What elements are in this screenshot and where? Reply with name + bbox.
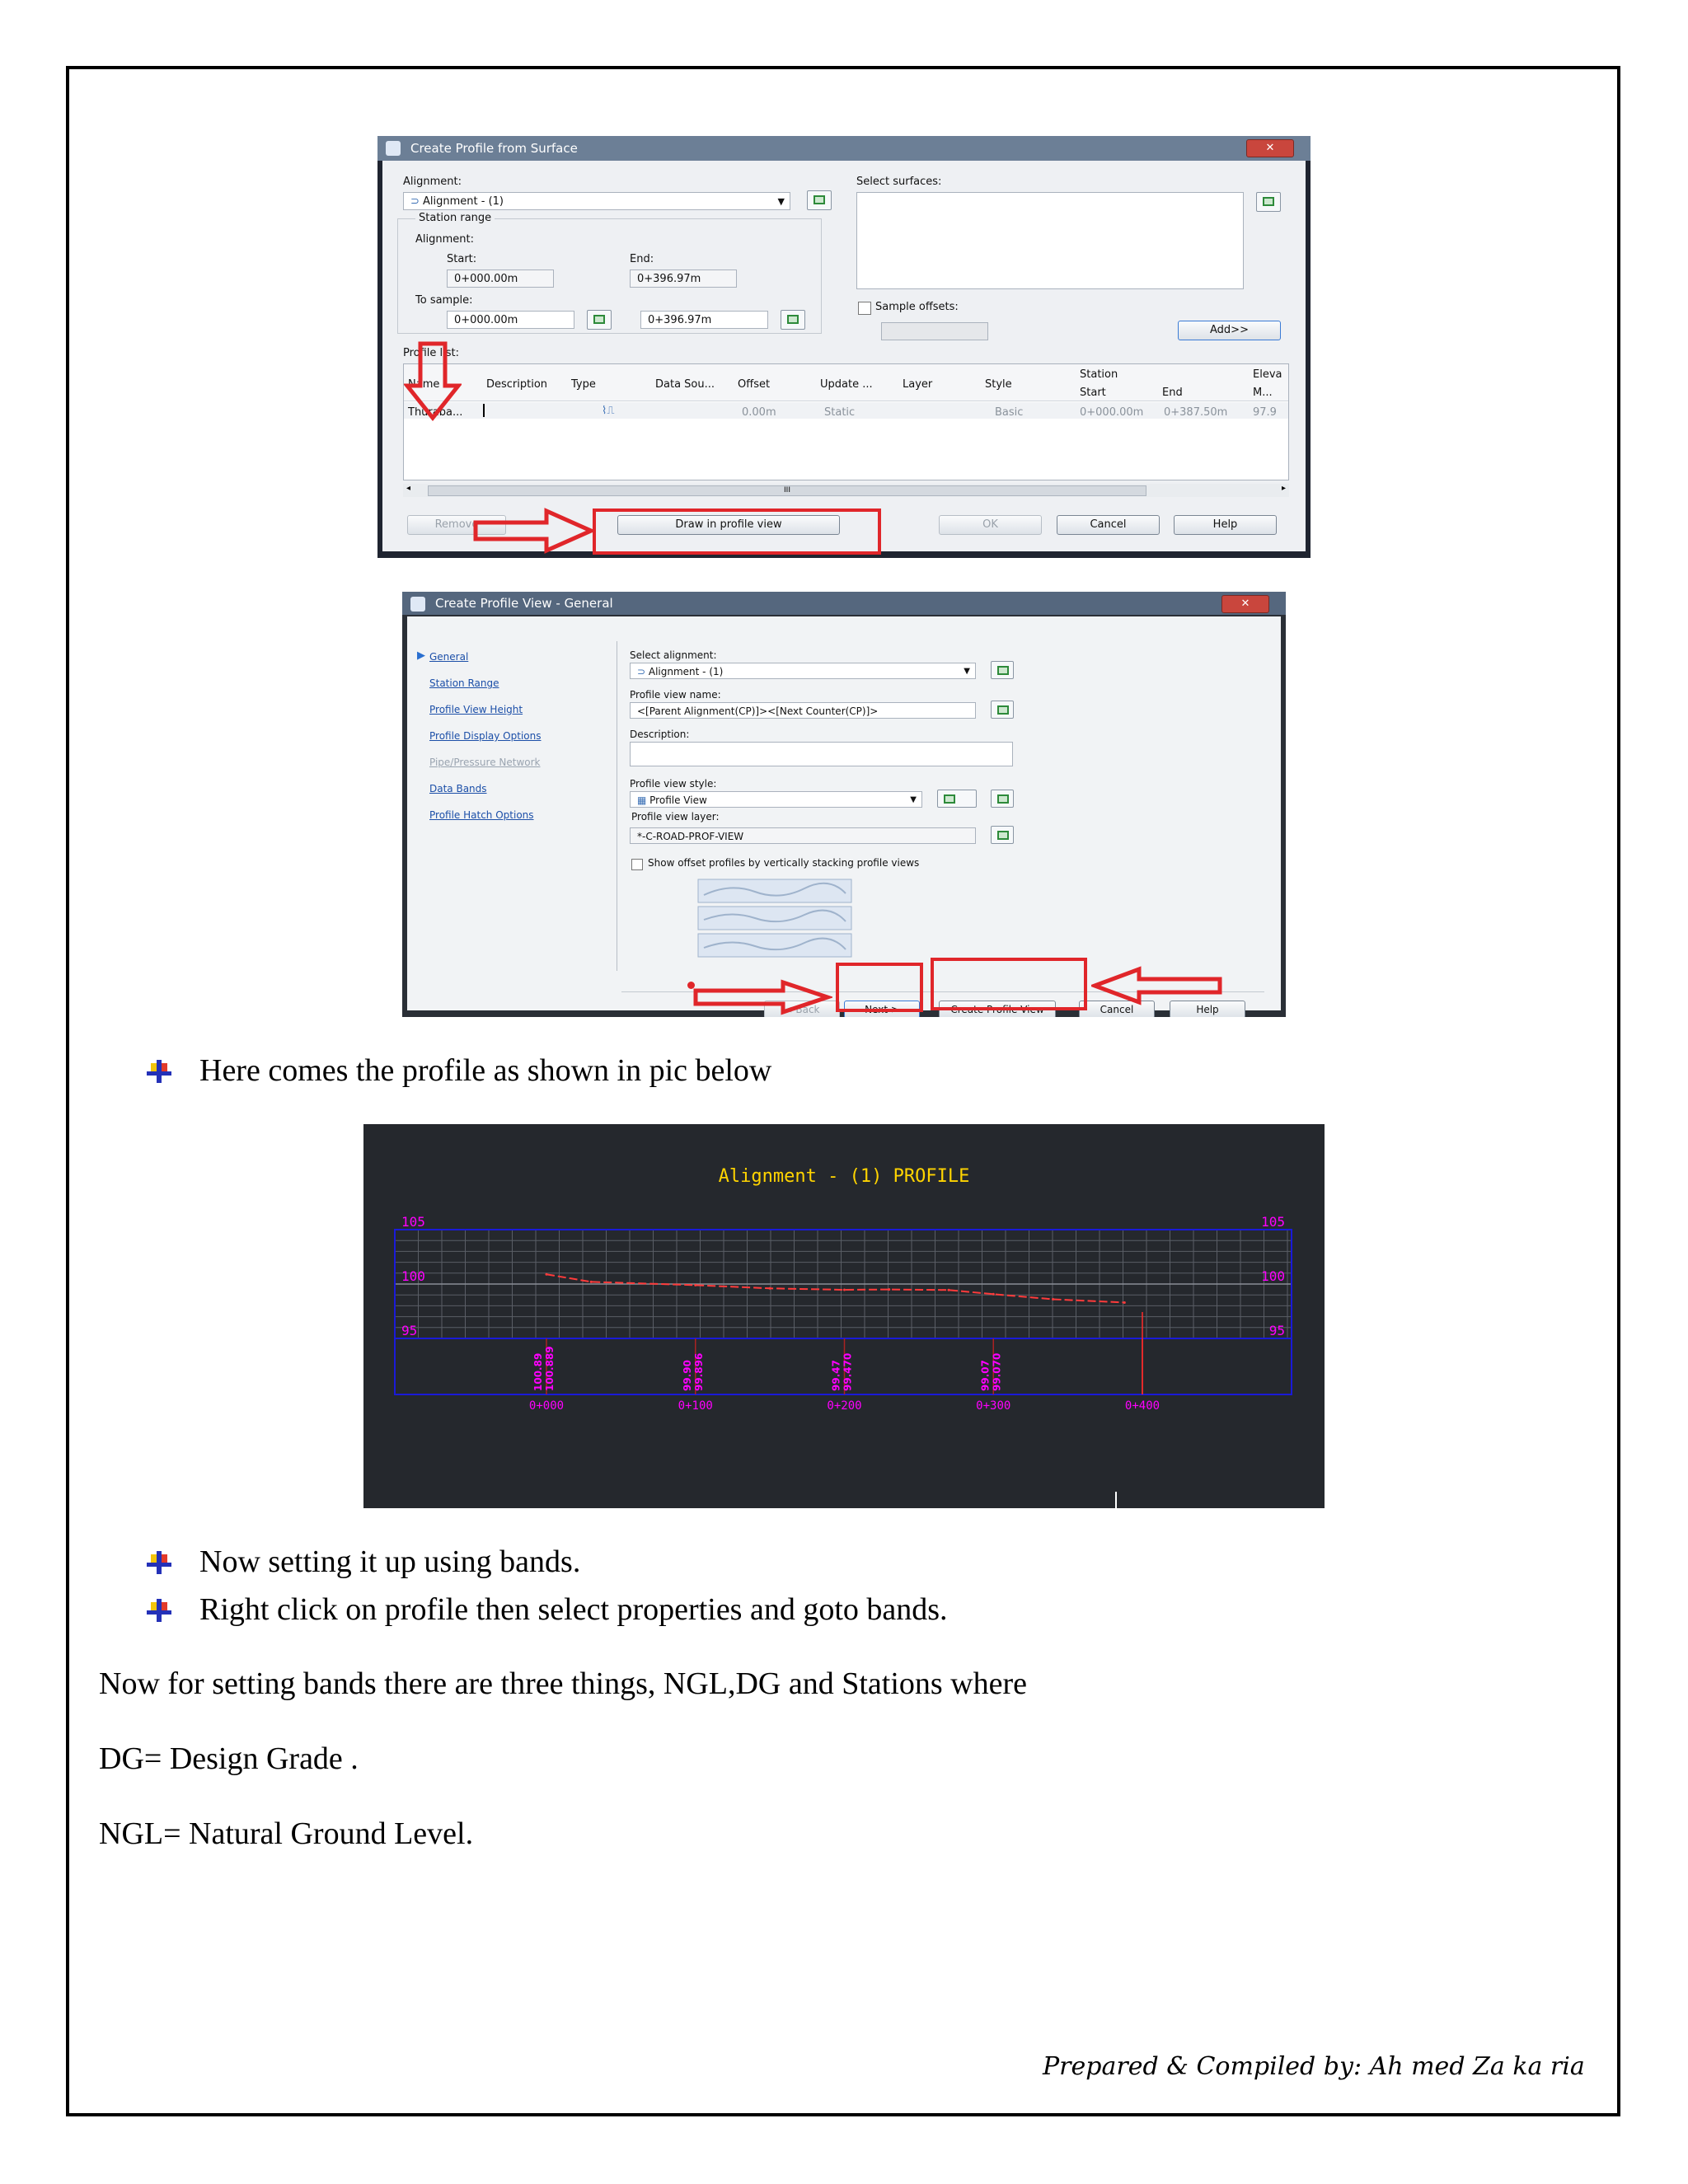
nav-station-range[interactable]: Station Range — [429, 677, 499, 689]
profile-list-table — [403, 363, 1289, 480]
x-tick-label: 0+300 — [976, 1399, 1011, 1413]
table-row[interactable] — [404, 402, 1288, 419]
bullet-plus-icon — [147, 1599, 171, 1622]
alignment-select[interactable] — [630, 663, 976, 679]
highlight-box-next — [836, 963, 923, 1012]
select-surfaces-label: Select surfaces: — [856, 176, 942, 188]
civil3d-logo-icon — [410, 597, 425, 612]
cancel-button[interactable]: Cancel — [1079, 1001, 1155, 1017]
row-style: Basic — [995, 406, 1024, 419]
current-step-icon: ▶ — [417, 649, 425, 662]
pick-start-station-button[interactable] — [587, 310, 612, 330]
profile-point — [769, 1287, 771, 1290]
bullet-text: Right click on profile then select properties and goto bands. — [199, 1592, 948, 1627]
x-tick-label: 0+000 — [528, 1399, 565, 1413]
draw-in-profile-view-button[interactable]: Draw in profile view — [617, 515, 840, 535]
col-style[interactable]: Style — [985, 378, 1012, 391]
close-icon[interactable]: ✕ — [1246, 139, 1294, 157]
scroll-left-icon[interactable]: ◂ — [406, 484, 411, 493]
chevron-down-icon: ▼ — [964, 667, 970, 676]
sample-offsets-label: Sample offsets: — [875, 301, 959, 313]
profile-point — [694, 1284, 696, 1286]
row-end: 0+387.50m — [1164, 406, 1228, 419]
col-station[interactable]: Station — [1080, 368, 1118, 381]
scroll-right-icon[interactable]: ▸ — [1281, 484, 1286, 493]
y-tick-label-right: 100 — [1261, 1268, 1285, 1284]
right-arrow-icon — [472, 508, 596, 554]
nav-general[interactable]: General — [429, 651, 469, 663]
left-arrow-icon — [1091, 966, 1223, 1005]
dialog-title: Create Profile from Surface — [410, 141, 578, 156]
ok-button[interactable]: OK — [939, 515, 1042, 535]
alignment-sub-label: Alignment: — [415, 233, 474, 246]
pv-layer-field[interactable]: *-C-ROAD-PROF-VIEW — [630, 827, 976, 844]
row-offset: 0.00m — [742, 406, 776, 419]
next-button[interactable]: Next > — [844, 1001, 920, 1017]
band-label: 99.90 — [681, 1360, 693, 1391]
text-cursor — [483, 404, 485, 417]
horizontal-scrollbar[interactable] — [403, 484, 1289, 497]
station-range-label: Station range — [415, 212, 495, 224]
ground-profile-line — [546, 1274, 1124, 1302]
profile-point — [888, 1288, 890, 1291]
title-bar — [402, 592, 1286, 615]
paragraph: Now for setting bands there are three things, NGL,DG and Stations where — [99, 1666, 1027, 1701]
description-field[interactable] — [630, 742, 1013, 766]
alignment-label: Alignment: — [403, 176, 462, 188]
dialog-body — [382, 161, 1306, 551]
create-profile-from-surface-screenshot — [377, 136, 1311, 558]
create-profile-view-button[interactable]: Create Profile View — [939, 1001, 1056, 1017]
remove-button[interactable]: Remove — [407, 515, 506, 535]
layer-button[interactable] — [991, 826, 1014, 844]
alignment-value: Alignment - (1) — [648, 666, 724, 677]
end-label: End: — [630, 253, 654, 265]
pick-surface-button[interactable] — [1256, 192, 1281, 212]
create-profile-view-screenshot — [402, 592, 1286, 1017]
bullet-plus-icon — [147, 1060, 171, 1083]
profile-view-screenshot — [363, 1124, 1325, 1508]
chart-title: Alignment - (1) PROFILE — [718, 1166, 970, 1187]
profile-view-icon: ▦ — [637, 794, 650, 806]
close-icon[interactable]: ✕ — [1221, 595, 1269, 613]
title-bar — [377, 136, 1311, 161]
alignment-icon: ⊃ — [637, 666, 649, 677]
y-tick-label-left: 105 — [401, 1214, 425, 1230]
add-button[interactable]: Add>> — [1178, 321, 1281, 340]
start-station-field[interactable]: 0+000.00m — [447, 269, 554, 288]
col-elev-min[interactable]: M... — [1253, 387, 1273, 399]
pick-alignment-button[interactable] — [991, 661, 1014, 679]
x-tick-label: 0+100 — [678, 1399, 713, 1413]
profile-chart — [363, 1124, 1325, 1508]
profile-point — [546, 1273, 548, 1276]
col-data-source[interactable]: Data Sou... — [655, 378, 715, 391]
scroll-thumb[interactable] — [428, 485, 1146, 496]
help-button[interactable]: Help — [1170, 1001, 1245, 1017]
bullet-text: Here comes the profile as shown in pic below — [199, 1053, 772, 1088]
nav-data-bands[interactable]: Data Bands — [429, 783, 487, 794]
col-name[interactable]: Name — [408, 378, 440, 391]
dialog-title: Create Profile View - General — [435, 596, 613, 611]
pv-layer-label: Profile view layer: — [631, 811, 720, 823]
y-tick-label-right: 95 — [1268, 1323, 1285, 1338]
author-footer: Prepared & Compiled by: Ah med Za ka ria — [1043, 2052, 1585, 2081]
alignment-value: Alignment - (1) — [423, 195, 504, 208]
paragraph: NGL= Natural Ground Level. — [99, 1816, 474, 1851]
bullet-text: Now setting it up using bands. — [199, 1544, 581, 1579]
profile-list-label: Profile list: — [403, 347, 460, 359]
civil3d-logo-icon — [386, 141, 401, 156]
dialog-body — [407, 616, 1281, 1015]
chevron-down-icon: ▼ — [910, 795, 917, 804]
edit-name-button[interactable] — [991, 701, 1014, 719]
row-elev: 97.9 — [1253, 406, 1277, 419]
pv-name-label: Profile view name: — [630, 689, 721, 701]
pv-name-field[interactable]: <[Parent Alignment(CP)]><[Next Counter(CP)]> — [630, 702, 976, 719]
band-label: 100.889 — [544, 1346, 556, 1391]
profile-point — [948, 1289, 950, 1291]
alignment-icon: ⊃ — [410, 195, 424, 208]
row-name: Thuraba... — [408, 406, 463, 419]
y-tick-label-left: 100 — [401, 1268, 425, 1284]
right-arrow-icon — [692, 979, 832, 1015]
col-layer[interactable]: Layer — [903, 378, 933, 391]
col-elevation[interactable]: Eleva — [1253, 368, 1282, 381]
nav-profile-view-height[interactable]: Profile View Height — [429, 704, 523, 715]
profile-point — [590, 1281, 593, 1283]
nav-profile-display-options[interactable]: Profile Display Options — [429, 730, 542, 742]
cancel-button[interactable]: Cancel — [1057, 515, 1160, 535]
sample-offsets-field[interactable] — [881, 322, 988, 340]
select-alignment-label: Select alignment: — [630, 649, 717, 661]
nav-profile-hatch-options[interactable]: Profile Hatch Options — [429, 809, 534, 821]
sample-end-field[interactable]: 0+396.97m — [640, 311, 768, 329]
down-arrow-icon — [404, 340, 462, 423]
end-station-field[interactable]: 0+396.97m — [630, 269, 737, 288]
x-tick-label: 0+200 — [827, 1399, 862, 1413]
pick-alignment-button[interactable] — [807, 190, 832, 210]
sample-offsets-checkbox[interactable] — [858, 302, 871, 315]
alignment-select[interactable] — [403, 192, 790, 210]
row-update: Static — [824, 406, 856, 419]
profile-point — [992, 1293, 995, 1296]
stacked-views-preview-icon — [697, 879, 852, 959]
col-station-end[interactable]: End — [1162, 387, 1183, 399]
col-station-start[interactable]: Start — [1080, 387, 1106, 399]
col-type[interactable]: Type — [571, 378, 596, 391]
start-label: Start: — [447, 253, 477, 265]
help-button[interactable]: Help — [1174, 515, 1277, 535]
sample-start-field[interactable]: 0+000.00m — [447, 311, 574, 329]
profile-point — [843, 1288, 846, 1291]
offset-check-label: Show offset profiles by vertically stacking profile views — [648, 857, 920, 869]
y-tick-label-left: 95 — [401, 1323, 418, 1338]
profile-point — [1052, 1298, 1054, 1301]
surface-profile-icon: ⌇⎍ — [602, 405, 615, 417]
bullet-plus-icon — [147, 1551, 171, 1574]
band-label: 99.47 — [830, 1360, 842, 1391]
back-button[interactable]: < Back — [764, 1001, 840, 1017]
col-offset[interactable]: Offset — [738, 378, 771, 391]
description-label: Description: — [630, 729, 690, 740]
band-label: 99.896 — [692, 1352, 705, 1391]
to-sample-label: To sample: — [415, 294, 473, 307]
highlight-box-create — [931, 958, 1087, 1010]
pv-style-select[interactable] — [630, 791, 922, 808]
x-tick-label: 0+400 — [1124, 1399, 1160, 1413]
paragraph: DG= Design Grade . — [99, 1741, 359, 1776]
highlight-box — [593, 509, 881, 555]
edit-style-button[interactable] — [991, 790, 1014, 808]
profile-point — [1123, 1301, 1126, 1304]
band-label: 99.070 — [991, 1352, 1003, 1391]
band-label: 99.07 — [979, 1360, 992, 1391]
band-label: 99.470 — [842, 1352, 854, 1391]
y-tick-label-right: 105 — [1261, 1214, 1285, 1230]
offset-profiles-checkbox[interactable] — [631, 859, 643, 870]
pick-end-station-button[interactable] — [781, 310, 805, 330]
row-start: 0+000.00m — [1080, 406, 1144, 419]
col-update[interactable]: Update ... — [820, 378, 873, 391]
surfaces-list[interactable] — [856, 192, 1244, 289]
nav-pipe-pressure-network: Pipe/Pressure Network — [429, 757, 541, 768]
pv-style-label: Profile view style: — [630, 778, 717, 790]
col-description[interactable]: Description — [486, 378, 548, 391]
scroll-grip: III — [784, 486, 790, 494]
band-label: 100.89 — [532, 1352, 544, 1391]
style-options-button[interactable] — [937, 790, 977, 808]
chevron-down-icon: ▼ — [777, 196, 785, 207]
pv-style-value: Profile View — [649, 794, 707, 806]
